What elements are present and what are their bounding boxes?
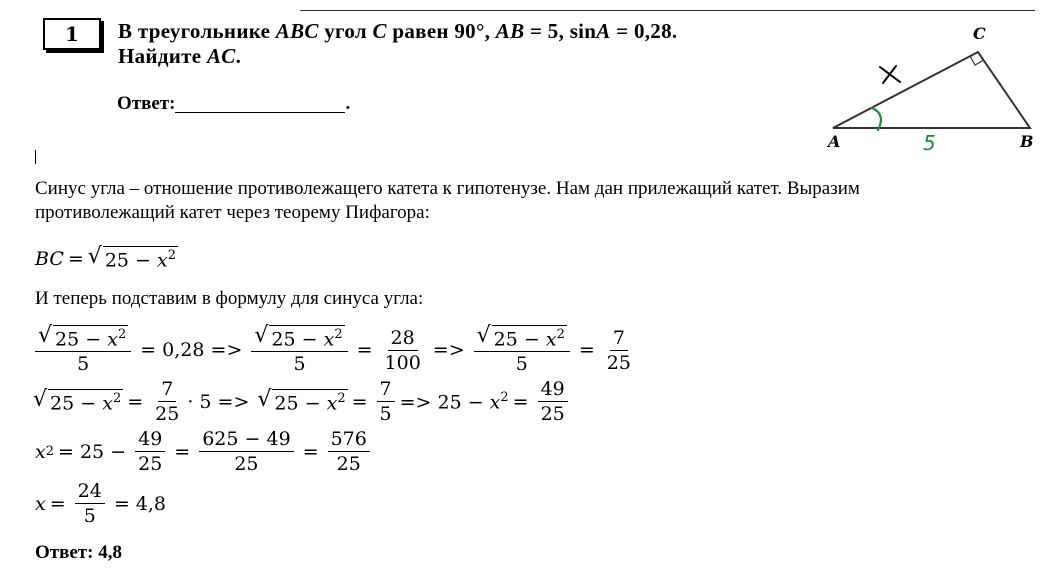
equation-line-1: √ $25 - x^2$ 5 = 0,28 => √ $25 - x^2$ 5 = $\frac{28}{100}$ => √ $25 - x^2$ 5 = $\frac{7}{25}$ (30, 325, 639, 375)
problem-number-box (43, 18, 101, 50)
top-rule (300, 10, 1035, 11)
problem-line-1: В треугольнике ABC угол C равен 90°, AB = 5, sinA = 0,28. (118, 19, 678, 43)
text-cursor (35, 150, 36, 164)
answer-label: Ответ: (117, 93, 176, 114)
problem-line-2: Найдите AC. (118, 44, 242, 68)
problem-statement (118, 19, 677, 69)
final-answer: Ответ: 4,8 (35, 542, 122, 563)
solution-paragraph-1: Синус угла – отношение противолежащего катета к гипотенузе. Нам дан прилежащий катет. Выразим противолежащий катет через теорему Пифагора: (35, 178, 860, 223)
answer-field-row: Ответ: . (117, 93, 351, 114)
triangle-abc (833, 52, 1030, 128)
handwritten-x-mark (880, 66, 900, 83)
triangle-figure (820, 20, 1045, 155)
vertex-c-label: C (973, 24, 986, 43)
vertex-a-label: A (828, 132, 841, 151)
answer-blank (175, 94, 345, 113)
equation-bc: BC = √ $25 - x^2$ (35, 244, 176, 272)
angle-arc-mark (872, 108, 881, 130)
equation-line-2: √ $25 - x^2$ = $\frac{7}{25}$ · 5 => √ $25 - x^2$ = $\frac{7}{5}$ => $25 - x^2$ = $\frac{49}{25}$ (33, 378, 573, 425)
solution-paragraph-2: И теперь подставим в формулу для синуса угла: (35, 288, 424, 309)
vertex-b-label: B (1020, 132, 1034, 151)
handwritten-5-mark: 5 (923, 131, 936, 155)
equation-line-4: x = $\frac{24}{5}$ = 4,8 (35, 480, 167, 527)
problem-number: 1 (65, 22, 79, 46)
equation-line-3: x 2 = 25 − $\frac{49}{25}$ = $\frac{625 - 49}{25}$ = $\frac{576}{25}$ (35, 428, 375, 475)
